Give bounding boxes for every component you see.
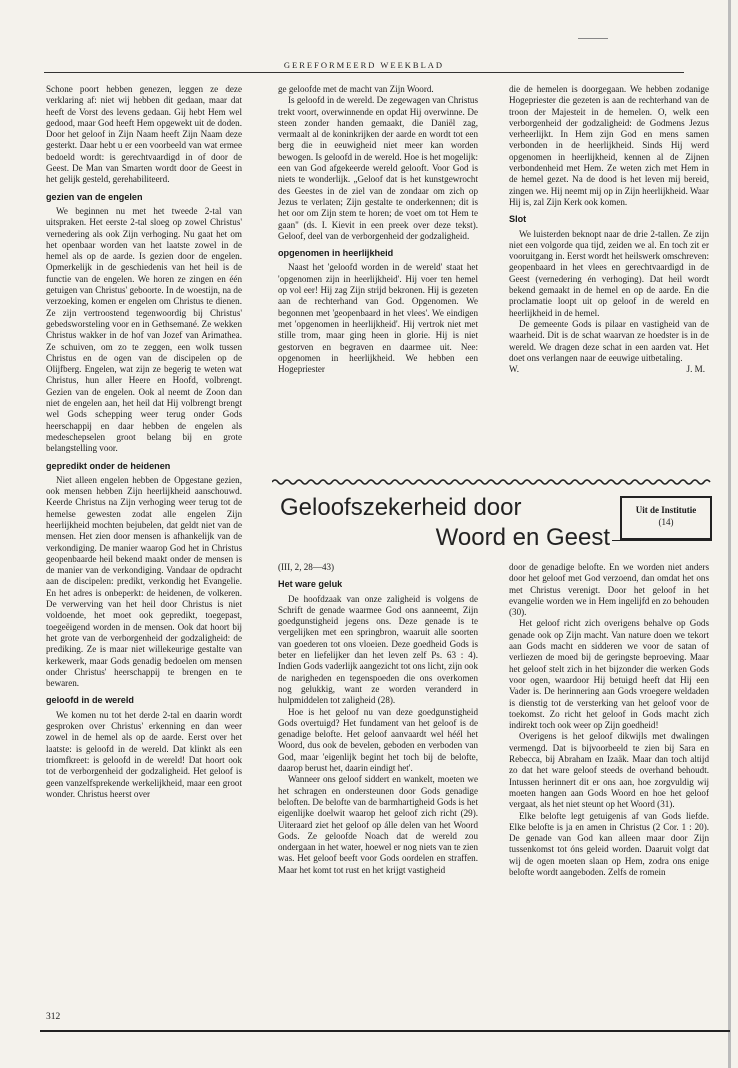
series-label: Uit de Institutie [635, 505, 697, 515]
page-number: 312 [46, 1012, 61, 1022]
section-heading: gezien van de engelen [46, 191, 143, 202]
column-1 [46, 84, 242, 1004]
paragraph: De hoofdzaak van onze zaligheid is volgens de Schrift de genade waarmee God ons aanneemt, Zijn goedgunstigheid jegens ons. Deze genade is te vergelijken met een springbron, waaruit alle soorten van goederen tot ons vloeien. Deze goedheid Gods is beter en liefelijker dan het leven zelf Ps. 63 : 4). Indien Gods vaderlijk aangezicht tot ons licht, zijn ook de narigheden en tegenspoeden die ons overkomen nog gelukkig, want ze worden veranderd in hulpmiddelen tot zaligheid (28). [278, 593, 478, 706]
title-line-1: Geloofszekerheid door [280, 494, 522, 521]
title-rule [612, 540, 712, 541]
wavy-divider [272, 478, 712, 486]
bottom-rule [40, 1030, 730, 1032]
section-heading: gepredikt onder de heidenen [46, 460, 171, 471]
paragraph: De gemeente Gods is pilaar en vastigheid van de waarheid. Dit is de schat waarvan ze hoedster is in de wereld. We dragen deze schat in een aarden vat. Het doet ons verlangen naar de eeuwige uitbetaling. [509, 318, 709, 363]
column-3-bottom [509, 562, 709, 1047]
column-2-top [278, 84, 478, 479]
signature-line [509, 364, 709, 375]
section-heading: Slot [509, 214, 527, 225]
article-title [276, 494, 612, 558]
paragraph: We luisterden beknopt naar de drie 2-tallen. Ze zijn niet een volgorde qua tijd, zeiden we al. En toch zit er vooruitgang in. Eerst wordt het heilswerk omschreven: geopenbaard in het vlees en gerechtvaardigd in de Geest (vernedering én verhoging). Dat heil wordt bekend gemaakt in de hemel en op de aarde. En die proclamatie loopt uit op geloof in de wereld en heerlijkheid in de hemel. [509, 228, 709, 318]
series-box [620, 496, 712, 540]
title-line-2: Woord en Geest [435, 524, 610, 551]
column-3-top [509, 84, 709, 479]
paragraph: We komen nu tot het derde 2-tal en daarin wordt gesproken over Christus' erkenning en dan weer zowel in de hemel als op de aarde. Eerst over het laatste: is geloofd in de wereld. Dat klinkt als een triomfkreet: is geloofd in de wereld! Dat hoort ook tot de verborgenheid der godzaligheid. Het geloof is geen vanzelfsprekende werkelijkheid, maar een groot wonder. Christus heerst over [46, 709, 242, 799]
series-number: (14) [658, 517, 674, 527]
paragraph: die de hemelen is doorgegaan. We hebben zodanige Hogepriester die gezeten is aan de rechterhand van de troon der Majesteit in de hemelen. O, welk een verborgenheid der godzaligheid: de Godmens Jezus verheerlijkt. In Hem zijn God en mens samen verbonden in de heerlijkheid. Sinds Hij werd opgenomen in heerlijkheid, kennen al de Zijnen verbondenheid met Hem. Ze weten zich met Hem in de hemel gezet. Na de dood is het leven mij bereid, zingen we. Hij neemt mij op in Zijn heerlijkheid. Waar Hij is, zal Zijn Kerk ook komen. [509, 84, 709, 207]
paragraph: Schone poort hebben genezen, leggen ze deze verklaring af: niet wij hebben dit gedaan, maar dat heeft de Vorst des levens gedaan. Gij hebt Hem wel gedood, maar God heeft Hem opgewekt uit de doden. Door het geloof in Zijn Naam heeft Zijn Naam deze gesterkt. Daar hebt u er een voorbeeld van wat ermee bedoeld wordt: is gerechtvaardigd in of door de Geest. De Man van Smarten wordt door de Geest in het gelijk gesteld, gerehabiliteerd. [46, 84, 242, 185]
paragraph: Elke belofte legt getuigenis af van Gods liefde. Elke belofte is ja en amen in Christus (2 Cor. 1 : 20). De genade van God kan alleen maar door Zijn tussenkomst tot óns geleid worden. Daaruit volgt dat wij de ogen moeten slaan op Hem, zodra ons enige belofte wordt aangeboden. Zelfs de romein [509, 810, 709, 878]
scan-mark [578, 38, 608, 39]
author-initials: J. M. [686, 364, 705, 375]
paragraph: Naast het 'geloofd worden in de wereld' staat het 'opgenomen zijn in heerlijkheid'. Hij voer ten hemel op vol eer! Hij zag Zijn strijd bekronen. Hij is gezeten aan de rechterhand van God. Opgenomen. We begonnen met 'geopenbaard in het vlees'. We eindigen met 'opgenomen in heerlijkheid'. Hij vertrok niet met stille trom, maar ging heen in glorie. Hij is niet gestorven en begraven en daarmee uit. Nee: opgenomen in heerlijkheid. We hebben een Hogepriester [278, 262, 478, 375]
paragraph: Het geloof richt zich overigens behalve op Gods genade ook op Zijn macht. Van nature doen we tekort aan Gods macht en sidderen we voor de satan of verliezen de moed bij de geringste beproeving. Maar het geloof stelt zich in het bijzonder die werken Gods voor ogen, waardoor Hij betuigd heeft dat Hij een Vader is. De herinnering aan Gods vroegere weldaden is dienstig tot de versterking van het geloof voor de toekomst. Zo richt het geloof in Gods macht zich indirekt toch ook weer op Zijn goedheid! [509, 618, 709, 731]
paragraph: Hoe is het geloof nu van deze goedgunstigheid Gods overtuigd? Het fundament van het geloof is de genadige belofte. Het geloof aanvaardt wel héél het Woord, dus ook de bevelen, geboden en verboden van God, maar 'eigenlijk begint het toch bij de belofte, daarop berust het, daarin eindigt het'. [278, 706, 478, 774]
reference: (III, 2, 28—43) [278, 562, 335, 572]
paragraph: door de genadige belofte. En we worden niet anders door het geloof met God verzoend, dan omdat het ons met Christus verenigt. Door het geloof in het evangelie worden we in Hem ingelijfd en zo behouden (30). [509, 562, 709, 618]
paragraph: Overigens is het geloof dikwijls met dwalingen vermengd. Dat is bijvoorbeeld te zien bij Sara en Rebecca, bij Abraham en Izaäk. Maar dan toch altijd zo dat het ware geloof steeds de overhand behoudt. Intussen herinnert dit er ons aan, hoe zorgvuldig wij moeten hangen aan Gods Woord en hoe het geloof vergaat, als het niet steunt op het Woord (31). [509, 731, 709, 810]
paragraph: Wanneer ons geloof siddert en wankelt, moeten we het schragen en ondersteunen door Gods genadige beloften. De belofte van de barmhartigheid Gods is het eigenlijke doelwit waarop het geloof zich richt (29). Uiteraard ziet het geloof op álle delen van het Woord Gods. Ze geloofde Noach dat de wereld zou ondergaan in het water, hoewel er nog niets van te zien was. Het geloof beeft voor Gods oordelen en straffen. Maar het komt tot rust en het krijgt vastigheid [278, 774, 478, 875]
running-header: GEREFORMEERD WEEKBLAD [44, 60, 684, 73]
paragraph: Is geloofd in de wereld. De zegewagen van Christus trekt voort, overwinnende en opdat Hij overwinne. De steen zonder handen gemaakt, die Daniël zag, vermaalt al de koninkrijken der aarde en wordt tot een berg die in eeuwigheid niet meer kan worden bewogen. Is geloofd in de wereld. Hoe is het mogelijk: een van God afgekeerde wereld gelooft. Voor God is niets te wonderlijk. „Geloof dat is het kunstgewrocht des Geestes in de ziel van de zondaar om zich op Jezus te verlaten; Zijn gestalte te onderkennen; dit is het oor om Zijn stem te horen; de voet om tot Hem te gaan" (ds. I. Kievit in een preek over deze tekst). Geloof, deel van de verborgenheid der godzaligheid. [278, 95, 478, 241]
paragraph: Niet alleen engelen hebben de Opgestane gezien, ook mensen hebben Zijn heerlijkheid aanschouwd. Keerde Christus na Zijn verhoging weer terug tot de hemelse gewesten zodat alle engelen Zijn heerlijkheid mochten bejubelen, dat geldt niet van de mensen. Het zien door mensen is afhankelijk van de verkondiging. De manier waarop God het in Christus geopenbaarde heil bekend maakt onder de mensen is de manier van de verkondiging. Vandaar de opdracht aan de discipelen: predikt, verkondig het Evangelie. En het adres is onbeperkt: de heidenen, de volkeren. De verwerving van het heil door Christus is niet voldoende, het moet ook gepredikt, toegepast, toegeëigend worden in de mensen. Ook dat hoort bij het grote van de verborgenheid der godzaligheid: de prediking. Ze is maar niet willekeurige gestalte van kerkewerk, maar Gods genadig bedoelen om mensen onder Christus' heerschappij te brengen en te bewaren. [46, 474, 242, 689]
signature-left: W. [509, 364, 520, 375]
section-heading: geloofd in de wereld [46, 695, 134, 706]
paragraph: ge geloofde met de macht van Zijn Woord. [278, 84, 434, 94]
paragraph: We beginnen nu met het tweede 2-tal van uitspraken. Het eerste 2-tal sloeg op zowel Christus' vernedering als ook Zijn verhoging. Nu gaat het om het openbaar worden van het laatste zowel in de hemel als op de aarde. Is gezien door de engelen. Opmerkelijk in de geschiedenis van het heil is de functie van de engelen. We horen ze zingen en één getuigen van Christus' geboorte. In de woestijn, na de verzoeking, komen er engelen om Christus te dienen. Ze zijn vertroostend tegenwoordig bij Christus' gebedsworsteling voor en in Gethsemané. Ze wekken Christus wakker in de hof van Jozef van Arimathea. Ze schuiven, om zo te zeggen, een wolk tussen Christus en de ogen van de discipelen op de Olijfberg. Engelen, wat zijn ze begerig te weten wat Christus, hun aller Heere en Hoofd, volbrengt. Gezien van de engelen. Ook al neemt de Zoon dan niet de engelen aan, het heil dat Hij volbrengt brengt wel Gods schepping weer terug onder Gods heerschappij en daar hebben de engelen als medeschepselen groot belang bij en grote belangstelling voor. [46, 205, 242, 454]
section-heading: opgenomen in heerlijkheid [278, 248, 394, 259]
column-2-bottom [278, 562, 478, 1047]
page-edge [728, 0, 731, 1068]
section-heading: Het ware geluk [278, 579, 343, 590]
